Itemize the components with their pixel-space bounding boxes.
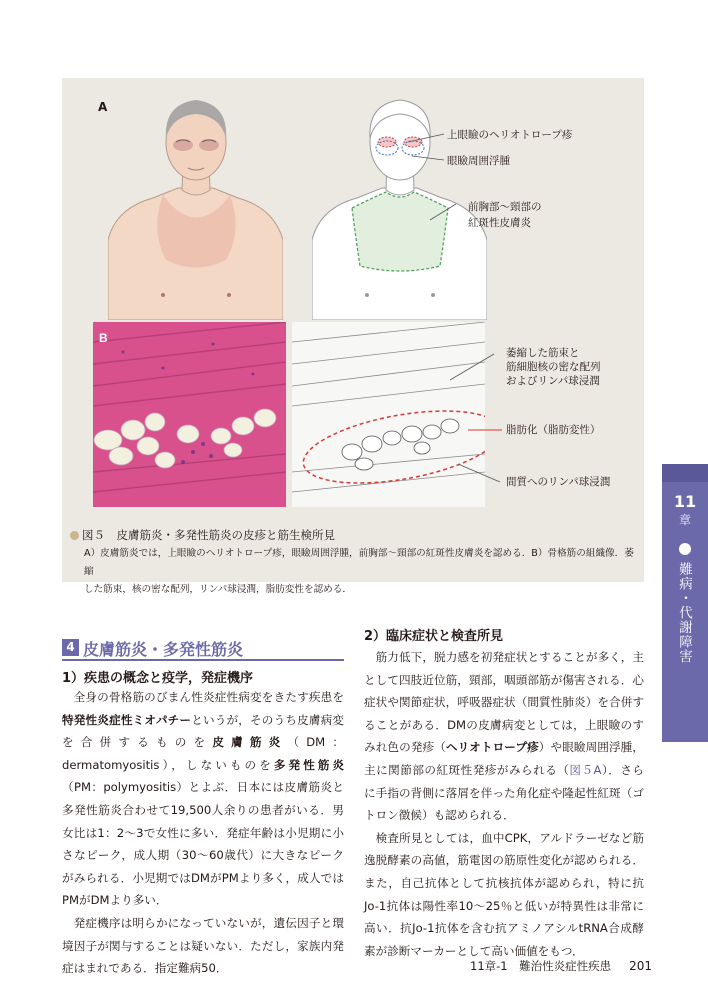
side-tab-text: 難病・代謝障害 [676,562,692,664]
page-number: 201 [629,959,653,973]
callout-atrophic-fascicles: 萎縮した筋束と [506,347,580,359]
running-title: 11章-1 難治性炎症性疾患 [470,959,612,973]
page-footer [470,958,652,974]
side-tab-chapter: 11 章 [673,492,697,527]
section-heading [62,637,344,659]
left-column-body [62,686,344,980]
figure-caption-title: 図５ 皮膚筋炎・多発性筋炎の皮疹と筋生検所見 [70,527,335,543]
callout-lymphocyte-infiltration: およびリンパ球浸潤 [506,375,600,387]
figure-caption-body: A）皮膚筋炎では，上眼瞼のヘリオトロープ疹，眼瞼周囲浮腫，前胸部～頸部の紅斑性皮膚炎を認める．B）骨格筋の組織像．萎縮 した筋束，核の密な配列，リンパ球浸潤，脂肪変性を認める． [84,548,634,595]
right-subheading: 2）臨床症状と検査所見 [364,629,504,644]
callout-eyelid-edema: 眼瞼周囲浮腫 [447,155,510,167]
side-tab-dot-icon [679,543,691,555]
callout-fatty-degeneration: 脂肪化（脂肪変性） [506,424,601,436]
panel-a-label: A [98,100,108,114]
section-title: 皮膚筋炎・多発性筋炎 [83,640,244,659]
chapter-side-tab-cap [662,464,708,482]
panel-b-label: B [99,331,108,345]
panel-b-leader-lines [440,340,510,490]
patient-illustration-color [108,90,283,320]
caption-bullet-icon [70,531,79,540]
left-paragraph-1: 全身の骨格筋のびまん性炎症性病変をきたす疾患を特発性炎症性ミオパチーというが，そのうち皮膚病変を合併するものを皮膚筋炎（DM：dermatomyositis），しないものを多発性筋炎（PM：polymyositis）とよぶ．日本には皮膚筋炎と多発性筋炎合わせて19,500人余りの患者がいる．男女比は1：2～3で女性に多い．発症年齢は小児期に小さなピーク，成人期（30～60歳代）に大きなピークがみられる．小児期ではDMがPMより多く，成人ではPMがDMより多い． [62,690,344,908]
left-subheading: 1）疾患の概念と疫学，発症機序 [62,671,254,686]
callout-heliotrope: 上眼瞼のヘリオトロープ疹 [447,129,573,141]
section-number: 4 [62,639,79,656]
right-column-body [364,646,644,962]
figure-reference-link[interactable]: 図５A [569,762,602,777]
right-paragraph-1: 筋力低下，脱力感を初発症状とすることが多く，主として四肢近位筋，頸部，咽頭部筋が傷害される．心症状や関節症状，呼吸器症状（間質性肺炎）を合併することがある．DMの皮膚病変としては，上眼瞼のすみれ色の発疹（ヘリオトロープ疹）や眼瞼周囲浮腫，主に関節部の紅斑性発疹がみられる（図５A）．さらに手指の背側に落屑を伴った角化症や隆起性紅斑（ゴトロン徴候）も認められる． [364,650,644,823]
section-rule [62,659,344,661]
histology-he-stain-image [93,322,286,507]
left-paragraph-2: 発症機序は明らかになっていないが，遺伝因子と環境因子が関与することは疑いない．ただし，家族内発症はまれである．指定難病50． [62,915,344,976]
callout-dense-nuclei: 筋細胞核の密な配列 [506,361,601,373]
callout-interstitial-infiltration: 間質へのリンパ球浸潤 [506,476,611,488]
callout-erythematous-dermatitis: 紅斑性皮膚炎 [468,217,531,229]
right-paragraph-2: 検査所見としては，血中CPK，アルドラーゼなど筋逸脱酵素の高値，筋電図の筋原性変化が認められる．また，自己抗体として抗核抗体が認められ，特に抗Jo-1抗体は陽性率10～25％と低いが特異性は非常に高い．抗Jo-1抗体を含む抗アミノアシルtRNA合成酵素が診断マーカーとして高い価値をもつ． [364,830,644,958]
callout-chest-neck: 前胸部～頸部の [468,201,542,213]
